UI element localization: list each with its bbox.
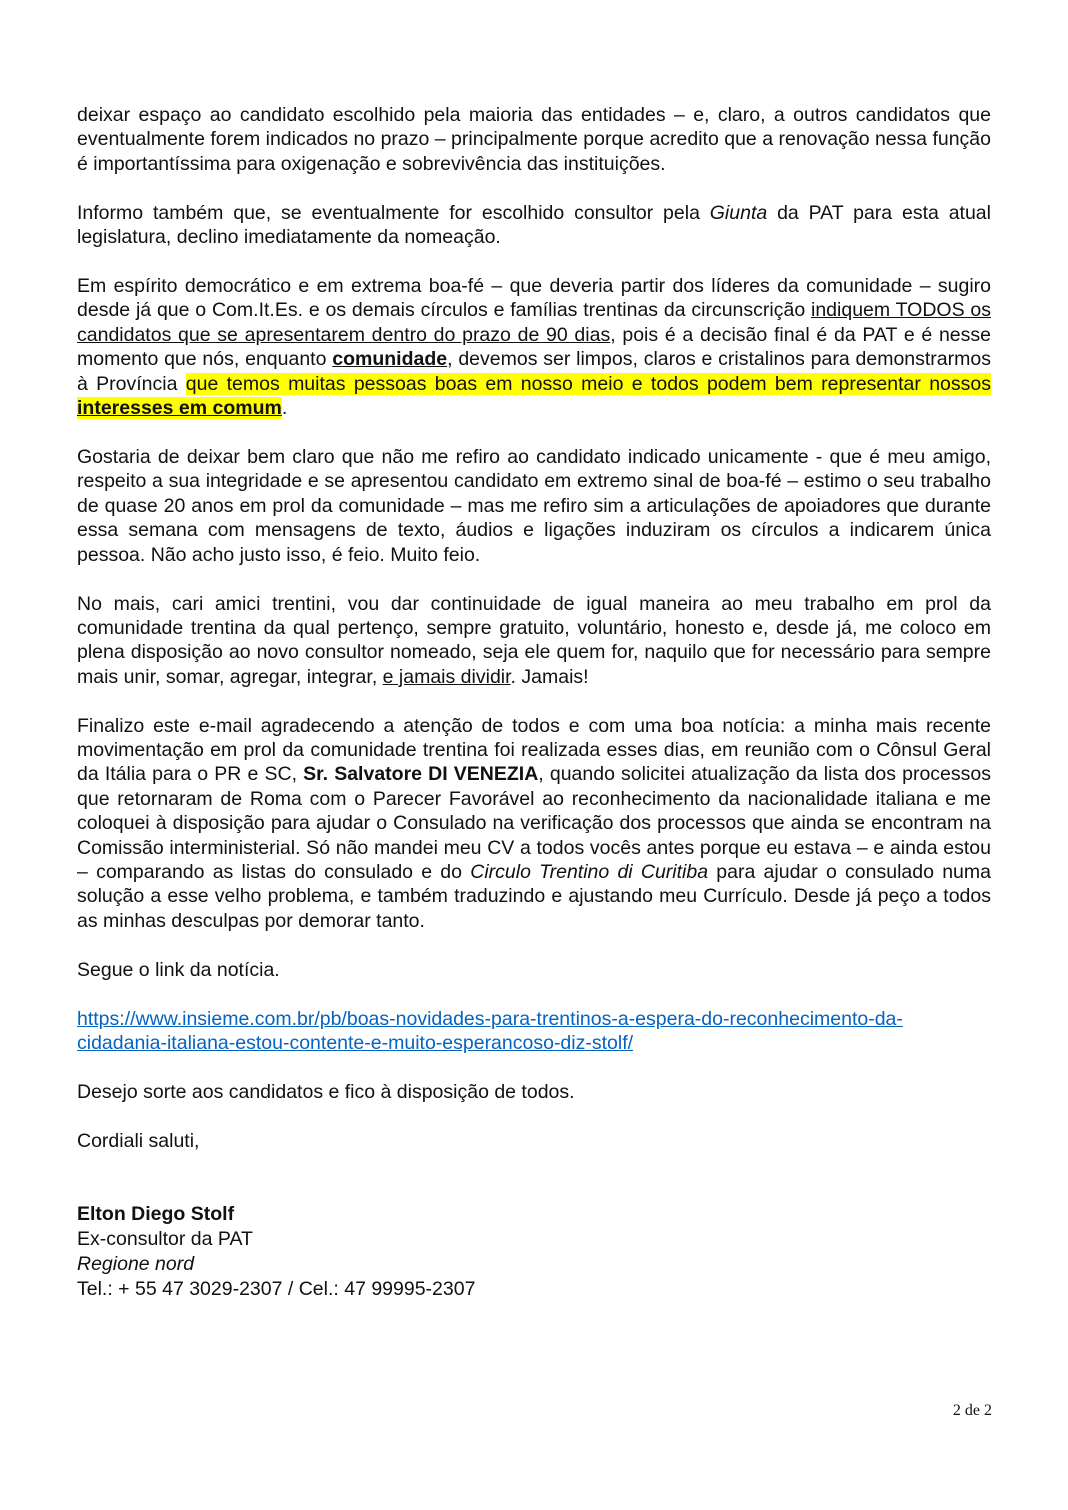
page-number: 2 de 2	[952, 1402, 992, 1419]
highlighted-text: que temos muitas pessoas boas em nosso meio e todos podem bem representar nossos	[185, 372, 991, 395]
paragraph-continuity	[77, 592, 991, 690]
highlighted-good-people	[77, 373, 991, 419]
news-link[interactable]	[77, 1008, 903, 1054]
paragraph-giunta-text-b: da PAT para esta atual legislatura, declino imediatamente da nomeação.	[77, 201, 991, 249]
paragraph-continuity-text-a: No mais, cari amici trentini, vou dar continuidade de igual maneira ao meu trabalho em prol da comunidade trentina da qual pertenço, sempre gratuito, voluntário, honesto e, desde já, me coloco em plena disposição ao novo consultor nomeado, seja ele quem for, naquilo que for necessário para sempre mais unir, somar, agregar, integrar,	[77, 592, 991, 688]
paragraph-clarification: Gostaria de deixar bem claro que não me refiro ao candidato indicado unicamente - que é meu amigo, respeito a sua integridade e se apresentou candidato em extremo sinal de boa-fé – estimo o seu trabalho de quase 20 anos em prol da comunidade – mas me refiro sim a articulações de apoiadores que durante essa semana com mensagens de texto, áudios e ligações induziram os círculos a indicarem única pessoa. Não acho justo isso, é feio. Muito feio.	[77, 445, 991, 566]
bold-common-interests: interesses em comum	[77, 397, 282, 420]
paragraph-continuity-text-b: . Jamais!	[510, 665, 589, 688]
closing-greeting: Cordiali saluti,	[77, 1129, 200, 1152]
paragraph-democratic-text-c: , devemos ser limpos, claros e cristalinos para demonstrarmos à Província	[77, 348, 991, 395]
news-link-line-2[interactable]: cidadania-italiana-estou-contente-e-muito-esperancoso-diz-stolf/	[77, 1032, 634, 1055]
paragraph-democratic-text-a: Em espírito democrático e em extrema boa-fé – que deveria partir dos líderes da comunidade – sugiro desde já que o Com.It.Es. e os demais círculos e famílias trentinas da circunscrição	[77, 275, 991, 322]
paragraph-news	[77, 714, 991, 934]
signature-name: Elton Diego Stolf	[77, 1203, 235, 1226]
bold-consul-name: Sr. Salvatore DI VENEZIA	[303, 763, 539, 786]
paragraph-news-text-a: Finalizo este e-mail agradecendo a atenção de todos e com uma boa notícia: a minha mais recente movimentação em prol da comunidade trentina foi realizada esses dias, em reunião com o Cônsul Geral da Itália para o PR e SC,	[77, 714, 991, 786]
news-link-line-1[interactable]: https://www.insieme.com.br/pb/boas-novidades-para-trentinos-a-espera-do-reconhecimento-da-	[77, 1007, 903, 1030]
letter-body	[77, 103, 991, 1302]
bold-comunidade: comunidade	[332, 348, 448, 371]
underlined-indicate-all: indiquem TODOS os candidatos que se apresentarem dentro do prazo de 90 dias	[77, 299, 992, 346]
underlined-never-divide: e jamais dividir	[382, 665, 511, 688]
paragraph-news-text-b: , quando solicitei atualização da lista dos processos que retornaram de Roma com o Parecer Favorável ao reconhecimento da nacionalidade italiana e me coloquei à disposição para ajudar o Consulado na verificação dos processos que ainda se encontram na Comissão interministerial. Só não mandei meu CV a todos vocês antes porque eu estava – e ainda estou – comparando as listas do consulado e do	[77, 763, 991, 884]
signature-region: Regione nord	[77, 1252, 195, 1275]
giunta-italic: Giunta	[709, 201, 768, 224]
paragraph-news-text-c: para ajudar o consulado numa solução a esse velho problema, e também traduzindo e ajustando meu Currículo. Desde já peço a todos as minhas desculpas por demorar tanto.	[77, 861, 991, 932]
signature-phones: Tel.: + 55 47 3029-2307 / Cel.: 47 99995-2307	[77, 1277, 476, 1300]
paragraph-giunta	[77, 201, 991, 250]
news-link-paragraph	[77, 1007, 991, 1056]
italic-circulo-trentino: Circulo Trentino di Curitiba	[470, 861, 709, 884]
paragraph-link-intro: Segue o link da notícia.	[77, 958, 280, 981]
signature-role: Ex-consultor da PAT	[77, 1228, 253, 1251]
paragraph-democratic-text-d: .	[281, 397, 288, 420]
paragraph-renewal: deixar espaço ao candidato escolhido pela maioria das entidades – e, claro, a outros candidatos que eventualmente forem indicados no prazo – principalmente porque acredito que a renovação nessa função é importantíssima para oxigenação e sobrevivência das instituições.	[77, 104, 991, 175]
paragraph-giunta-text-a: Informo também que, se eventualmente for escolhido consultor pela	[77, 201, 710, 224]
paragraph-democratic-spirit	[77, 274, 991, 420]
signature-block	[77, 1202, 991, 1301]
paragraph-good-luck: Desejo sorte aos candidatos e fico à disposição de todos.	[77, 1081, 575, 1103]
paragraph-democratic-text-b: , pois é a decisão final é da PAT e é nesse momento que nós, enquanto	[77, 323, 992, 371]
